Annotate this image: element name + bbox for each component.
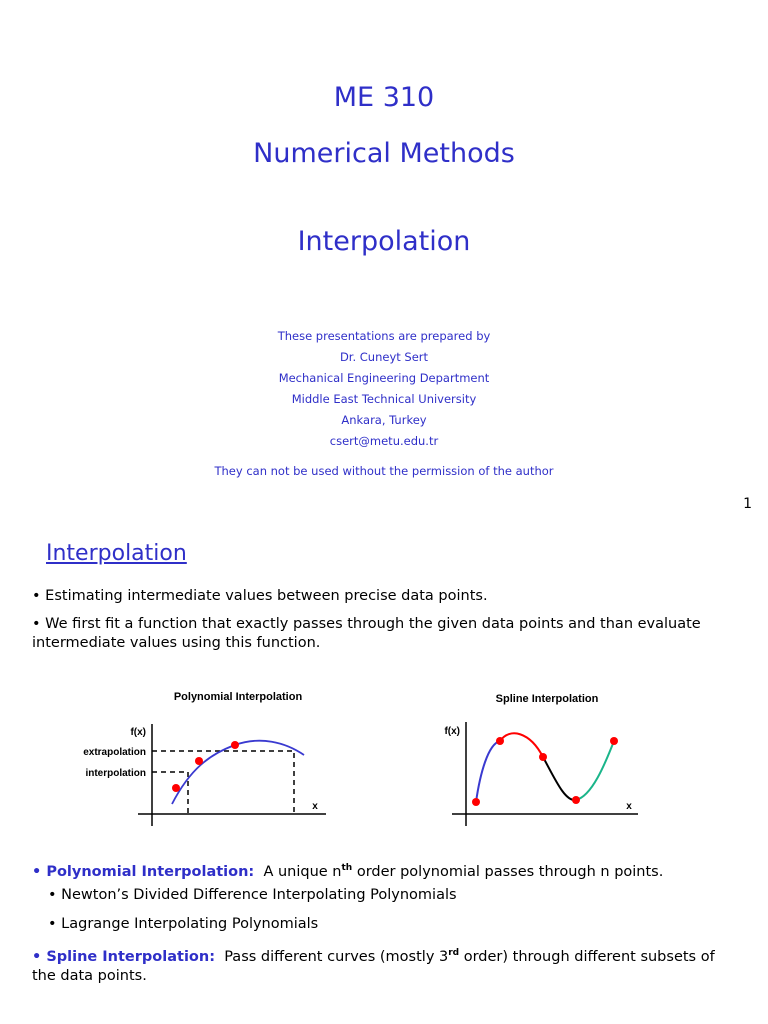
spline-segment-blue <box>476 741 500 802</box>
permission-note: They can not be used without the permission of the author <box>214 464 554 478</box>
sub-bullet-newton: • Newton’s Divided Difference Interpolating Polynomials <box>48 887 457 903</box>
bullet-spline <box>32 944 732 986</box>
bullet-polynomial <box>32 859 732 882</box>
poly-data-point <box>172 784 180 792</box>
spline-x-axis-label: x <box>626 801 632 812</box>
course-code: ME 310 <box>333 82 435 113</box>
interpolation-guide <box>152 772 188 814</box>
credit-email: csert@metu.edu.tr <box>329 434 439 448</box>
bullet-method: • We first fit a function that exactly passes through the given data points and than evaluate intermediate values using this function. <box>32 616 701 651</box>
sub-bullet-lagrange: • Lagrange Interpolating Polynomials <box>48 916 319 932</box>
poly-x-axis-label: x <box>312 801 318 812</box>
spline-superscript: rd <box>448 948 460 958</box>
extrapolation-guide <box>152 751 294 814</box>
spline-data-point <box>572 796 580 804</box>
slide-heading: Interpolation <box>46 541 187 566</box>
spline-text-start: Pass different curves (mostly 3 <box>224 949 449 965</box>
spline-data-point <box>496 737 504 745</box>
polynomial-text-start: A unique n <box>263 864 342 880</box>
topic-title: Interpolation <box>297 226 471 257</box>
credit-line-1: These presentations are prepared by <box>277 329 491 343</box>
spline-label: • Spline Interpolation: <box>32 949 215 965</box>
polynomial-curve <box>172 741 304 804</box>
credit-line-4: Middle East Technical University <box>291 392 477 406</box>
credit-line-5: Ankara, Turkey <box>341 413 427 427</box>
extrapolation-label: extrapolation <box>83 747 146 758</box>
spline-data-point <box>539 753 547 761</box>
spline-data-point <box>472 798 480 806</box>
polynomial-superscript: th <box>341 863 353 873</box>
poly-figure-title: Polynomial Interpolation <box>173 691 303 703</box>
spline-y-axis-label: f(x) <box>444 726 460 737</box>
poly-data-point <box>231 741 239 749</box>
spline-figure-title: Spline Interpolation <box>495 693 599 705</box>
poly-y-axis-label: f(x) <box>130 727 146 738</box>
spline-segment-teal <box>576 741 614 800</box>
polynomial-label: • Polynomial Interpolation: <box>32 864 255 880</box>
interpolation-label: interpolation <box>85 768 146 779</box>
spline-data-point <box>610 737 618 745</box>
credit-line-3: Mechanical Engineering Department <box>278 371 490 385</box>
spline-interpolation-figure <box>430 684 650 832</box>
credit-line-2: Dr. Cuneyt Sert <box>339 350 429 364</box>
polynomial-text-end: order polynomial passes through n points. <box>352 864 664 880</box>
spline-segment-black <box>543 757 576 800</box>
poly-data-point <box>195 757 203 765</box>
spline-segment-red <box>500 733 543 757</box>
polynomial-interpolation-figure <box>60 684 340 832</box>
course-name: Numerical Methods <box>253 138 515 169</box>
bullet-definition: • Estimating intermediate values between precise data points. <box>32 588 488 604</box>
spline-text-end: order) through different subsets of the data points. <box>32 949 715 984</box>
page-number: 1 <box>743 496 752 512</box>
